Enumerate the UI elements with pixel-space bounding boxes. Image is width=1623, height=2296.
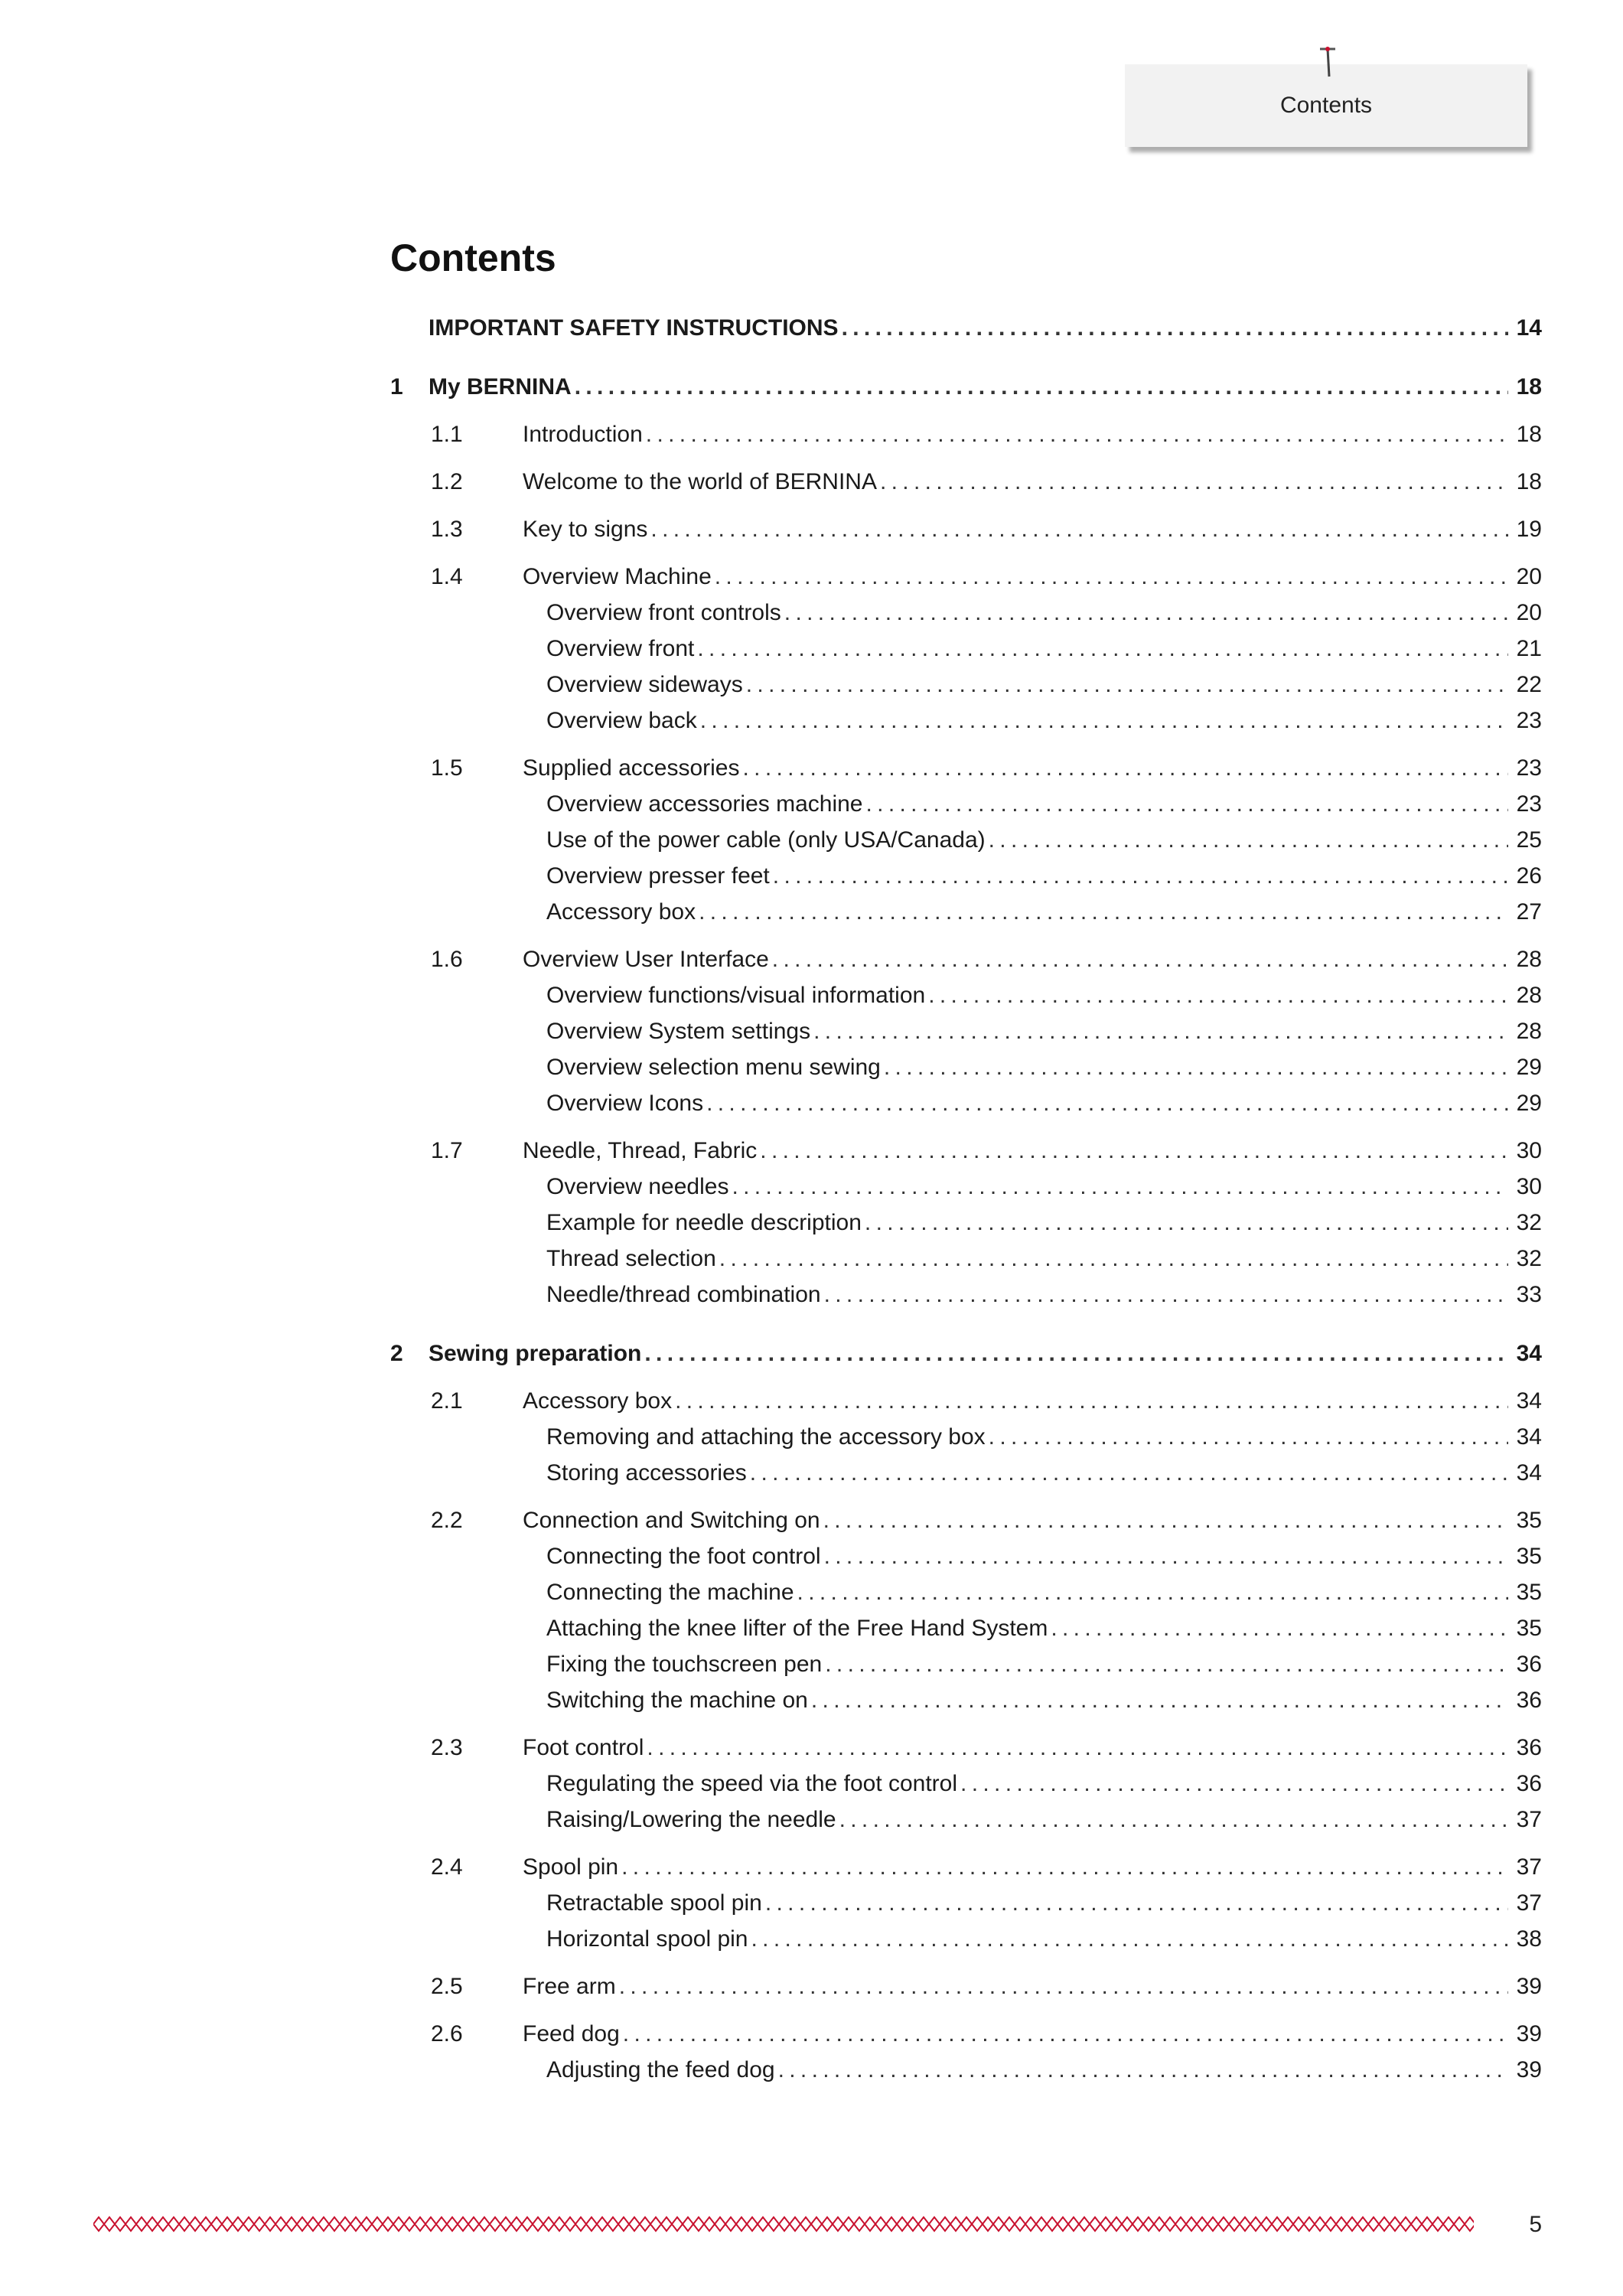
- toc-entry-title: Overview User Interface: [523, 947, 769, 972]
- toc-entry-page: 37: [1516, 1890, 1542, 1916]
- toc-entry-title: Horizontal spool pin: [546, 1926, 748, 1952]
- toc-entry-page: 21: [1516, 636, 1542, 661]
- toc-entry-title: Overview needles: [546, 1174, 729, 1199]
- toc-entry-number: 1: [390, 374, 403, 400]
- toc-entry-page: 36: [1516, 1688, 1542, 1713]
- toc-entry[interactable]: [431, 1138, 1542, 1164]
- toc-entry-page: 34: [1516, 1341, 1542, 1366]
- toc-entry[interactable]: [431, 2021, 1542, 2047]
- dot-leader: [811, 1688, 1508, 1714]
- toc-entry-title: Raising/Lowering the needle: [546, 1807, 836, 1832]
- dot-leader: [928, 983, 1508, 1009]
- toc-entry-title: Regulating the speed via the foot control: [546, 1771, 958, 1796]
- toc-entry-title: IMPORTANT SAFETY INSTRUCTIONS: [429, 315, 839, 341]
- toc-entry-page: 28: [1516, 983, 1542, 1008]
- toc-entry-title: Free arm: [523, 1974, 616, 1999]
- toc-entry-title: Overview System settings: [546, 1019, 811, 1044]
- toc-entry-title: Key to signs: [523, 517, 648, 542]
- toc-entry-title: Overview front controls: [546, 600, 781, 625]
- toc-entry-page: 32: [1516, 1246, 1542, 1271]
- dot-leader: [772, 947, 1508, 973]
- toc-entry[interactable]: [431, 469, 1542, 495]
- toc-entry[interactable]: [431, 755, 1542, 781]
- toc-entry-title: Overview selection menu sewing: [546, 1055, 881, 1080]
- dot-leader: [778, 2057, 1508, 2083]
- toc-entry-title: Welcome to the world of BERNINA: [523, 469, 877, 494]
- dot-leader: [743, 755, 1509, 781]
- toc-entry[interactable]: [546, 1544, 1542, 1570]
- dot-leader: [623, 2021, 1508, 2047]
- dot-leader: [575, 374, 1508, 400]
- toc-entry-page: 22: [1516, 672, 1542, 697]
- toc-entry-page: 37: [1516, 1807, 1542, 1832]
- toc-entry-title: Supplied accessories: [523, 755, 740, 781]
- toc-entry-page: 29: [1516, 1091, 1542, 1116]
- toc-entry-title: Overview Icons: [546, 1091, 704, 1116]
- toc-entry-title: Switching the machine on: [546, 1688, 808, 1713]
- toc-entry[interactable]: [431, 1508, 1542, 1534]
- dot-leader: [825, 1652, 1508, 1678]
- toc-entry-page: 34: [1516, 1388, 1542, 1414]
- toc-entry[interactable]: [546, 983, 1542, 1009]
- toc-entry-page: 25: [1516, 827, 1542, 853]
- dot-leader: [884, 1055, 1508, 1081]
- toc-entry[interactable]: [546, 636, 1542, 662]
- toc-entry-title: Overview sideways: [546, 672, 743, 697]
- dot-leader: [700, 708, 1508, 734]
- toc-entry[interactable]: [546, 1580, 1542, 1606]
- toc-entry-page: 36: [1516, 1771, 1542, 1796]
- toc-entry-page: 36: [1516, 1652, 1542, 1677]
- toc-entry-number: 1.3: [431, 517, 463, 542]
- toc-entry-title: Attaching the knee lifter of the Free Hand System: [546, 1616, 1048, 1641]
- toc-entry-page: 23: [1516, 755, 1542, 781]
- toc-entry[interactable]: [546, 1174, 1542, 1200]
- dot-leader: [989, 827, 1508, 853]
- toc-entry-title: Needle, Thread, Fabric: [523, 1138, 758, 1163]
- dot-leader: [706, 1091, 1508, 1117]
- toc-entry-number: 2.1: [431, 1388, 463, 1414]
- toc-entry-title: Adjusting the feed dog: [546, 2057, 775, 2082]
- toc-entry-title: Overview back: [546, 708, 697, 733]
- dot-leader: [824, 1544, 1508, 1570]
- toc-entry-page: 20: [1516, 600, 1542, 625]
- toc-entry-title: Accessory box: [546, 899, 696, 925]
- toc-entry[interactable]: [390, 315, 1542, 341]
- dot-leader: [719, 1246, 1508, 1272]
- toc-entry[interactable]: [546, 1460, 1542, 1486]
- toc-entry-page: 23: [1516, 791, 1542, 817]
- toc-entry-page: 20: [1516, 564, 1542, 589]
- toc-entry-number: 2.4: [431, 1854, 463, 1880]
- toc-entry-page: 32: [1516, 1210, 1542, 1235]
- toc-entry[interactable]: [431, 1388, 1542, 1414]
- toc-entry-title: Connecting the machine: [546, 1580, 794, 1605]
- dot-leader: [824, 1282, 1508, 1308]
- dot-leader: [960, 1771, 1508, 1797]
- toc-entry[interactable]: [546, 827, 1542, 853]
- toc-entry[interactable]: [546, 1688, 1542, 1714]
- toc-entry[interactable]: [546, 1282, 1542, 1308]
- toc-entry[interactable]: [546, 1890, 1542, 1916]
- dot-leader: [697, 636, 1508, 662]
- toc-entry-page: 30: [1516, 1138, 1542, 1163]
- toc-entry-title: Storing accessories: [546, 1460, 747, 1486]
- dot-leader: [746, 672, 1508, 698]
- toc-entry[interactable]: [546, 708, 1542, 734]
- toc-entry-title: Fixing the touchscreen pen: [546, 1652, 823, 1677]
- toc-entry-page: 18: [1516, 374, 1542, 400]
- toc-entry-title: Thread selection: [546, 1246, 716, 1271]
- toc-entry-number: 2.6: [431, 2021, 463, 2047]
- toc-entry-page: 19: [1516, 517, 1542, 542]
- page-number: 5: [1529, 2212, 1542, 2237]
- toc-entry[interactable]: [546, 1771, 1542, 1797]
- toc-entry[interactable]: [546, 791, 1542, 817]
- dot-leader: [773, 863, 1508, 889]
- toc-entry-page: 38: [1516, 1926, 1542, 1952]
- toc-entry-page: 26: [1516, 863, 1542, 889]
- toc-entry-page: 29: [1516, 1055, 1542, 1080]
- toc-entry[interactable]: [546, 863, 1542, 889]
- toc-entry-title: Foot control: [523, 1735, 644, 1760]
- toc-entry[interactable]: [546, 1807, 1542, 1833]
- toc-entry-title: Example for needle description: [546, 1210, 862, 1235]
- toc-entry[interactable]: [431, 422, 1542, 448]
- toc-entry-page: 18: [1516, 422, 1542, 447]
- toc-entry-number: 1.4: [431, 564, 463, 589]
- toc-entry-title: Overview functions/visual information: [546, 983, 926, 1008]
- toc-entry-page: 39: [1516, 2057, 1542, 2082]
- toc-entry[interactable]: [546, 1091, 1542, 1117]
- toc-entry-page: 28: [1516, 1019, 1542, 1044]
- toc-entry[interactable]: [546, 899, 1542, 925]
- toc-entry-page: 36: [1516, 1735, 1542, 1760]
- toc-entry[interactable]: [546, 2057, 1542, 2083]
- dot-leader: [621, 1854, 1508, 1880]
- toc-entry-title: Use of the power cable (only USA/Canada): [546, 827, 986, 853]
- dot-leader: [784, 600, 1508, 626]
- toc-entry-number: 2.2: [431, 1508, 463, 1533]
- dot-leader: [989, 1424, 1508, 1450]
- toc-entry-page: 37: [1516, 1854, 1542, 1880]
- dot-leader: [823, 1508, 1508, 1534]
- dot-leader: [644, 1341, 1508, 1367]
- decorative-border: [93, 2216, 1474, 2232]
- dot-leader: [751, 1926, 1508, 1952]
- toc-entry-title: Connection and Switching on: [523, 1508, 820, 1533]
- toc-entry[interactable]: [546, 1246, 1542, 1272]
- toc-entry-title: Overview Machine: [523, 564, 712, 589]
- toc-entry-title: Accessory box: [523, 1388, 673, 1414]
- dot-leader: [675, 1388, 1508, 1414]
- dot-leader: [646, 422, 1508, 448]
- toc-entry-page: 14: [1516, 315, 1542, 341]
- page-title: Contents: [390, 236, 556, 279]
- toc-entry-page: 39: [1516, 1974, 1542, 1999]
- toc-entry-page: 34: [1516, 1424, 1542, 1450]
- toc-entry[interactable]: [431, 1854, 1542, 1880]
- toc-entry-title: Introduction: [523, 422, 643, 447]
- dot-leader: [1051, 1616, 1508, 1642]
- dot-leader: [699, 899, 1508, 925]
- dot-leader: [865, 1210, 1508, 1236]
- toc-entry-page: 33: [1516, 1282, 1542, 1307]
- toc-entry[interactable]: [546, 1652, 1542, 1678]
- toc-entry-title: Feed dog: [523, 2021, 620, 2047]
- toc-entry-number: 1.6: [431, 947, 463, 972]
- dot-leader: [839, 1807, 1508, 1833]
- toc-entry[interactable]: [546, 672, 1542, 698]
- toc-entry-page: 27: [1516, 899, 1542, 925]
- dot-leader: [797, 1580, 1508, 1606]
- toc-entry[interactable]: [546, 1019, 1542, 1045]
- toc-entry-page: 39: [1516, 2021, 1542, 2047]
- dot-leader: [732, 1174, 1508, 1200]
- toc-entry[interactable]: [431, 947, 1542, 973]
- toc-entry-number: 2.5: [431, 1974, 463, 1999]
- dot-leader: [765, 1890, 1508, 1916]
- toc-entry-title: Spool pin: [523, 1854, 619, 1880]
- toc-entry[interactable]: [546, 1616, 1542, 1642]
- toc-entry[interactable]: [546, 1210, 1542, 1236]
- toc-entry[interactable]: [431, 517, 1542, 543]
- zigzag-pattern: [93, 2217, 1474, 2231]
- toc-entry-number: 1.5: [431, 755, 463, 781]
- toc-entry-title: My BERNINA: [429, 374, 572, 400]
- toc-entry-number: 1.1: [431, 422, 463, 447]
- toc-entry-title: Overview front: [546, 636, 695, 661]
- dot-leader: [647, 1735, 1508, 1761]
- dot-leader: [880, 469, 1508, 495]
- toc-entry[interactable]: [546, 1055, 1542, 1081]
- toc-entry[interactable]: [546, 1926, 1542, 1952]
- toc-entry-number: 1.7: [431, 1138, 463, 1163]
- toc-entry-page: 28: [1516, 947, 1542, 972]
- toc-entry-title: Removing and attaching the accessory box: [546, 1424, 986, 1450]
- toc-entry[interactable]: [431, 564, 1542, 590]
- toc-entry-page: 34: [1516, 1460, 1542, 1486]
- toc-entry-title: Overview accessories machine: [546, 791, 863, 817]
- dot-leader: [650, 517, 1508, 543]
- dot-leader: [760, 1138, 1508, 1164]
- toc-entry-number: 2: [390, 1341, 403, 1366]
- toc-entry[interactable]: [431, 1974, 1542, 2000]
- toc-entry-page: 35: [1516, 1508, 1542, 1533]
- dot-leader: [842, 315, 1508, 341]
- dot-leader: [750, 1460, 1508, 1486]
- dot-leader: [865, 791, 1508, 817]
- dot-leader: [813, 1019, 1508, 1045]
- toc-entry-page: 18: [1516, 469, 1542, 494]
- toc-entry[interactable]: [390, 1341, 1542, 1367]
- toc-entry[interactable]: [390, 374, 1542, 400]
- toc-entry-title: Needle/thread combination: [546, 1282, 821, 1307]
- header-tab-label: Contents: [1279, 93, 1373, 118]
- toc-entry-page: 35: [1516, 1580, 1542, 1605]
- dot-leader: [619, 1974, 1508, 2000]
- toc-entry-title: Connecting the foot control: [546, 1544, 821, 1569]
- toc-entry-title: Overview presser feet: [546, 863, 770, 889]
- toc-entry-page: 35: [1516, 1544, 1542, 1569]
- toc-entry-page: 35: [1516, 1616, 1542, 1641]
- toc-entry[interactable]: [546, 1424, 1542, 1450]
- toc-entry-number: 2.3: [431, 1735, 463, 1760]
- toc-entry-page: 30: [1516, 1174, 1542, 1199]
- toc-entry[interactable]: [431, 1735, 1542, 1761]
- toc-entry-number: 1.2: [431, 469, 463, 494]
- toc-entry-page: 23: [1516, 708, 1542, 733]
- toc-entry-title: Sewing preparation: [429, 1341, 642, 1366]
- toc-entry[interactable]: [546, 600, 1542, 626]
- toc-entry-title: Retractable spool pin: [546, 1890, 762, 1916]
- dot-leader: [715, 564, 1508, 590]
